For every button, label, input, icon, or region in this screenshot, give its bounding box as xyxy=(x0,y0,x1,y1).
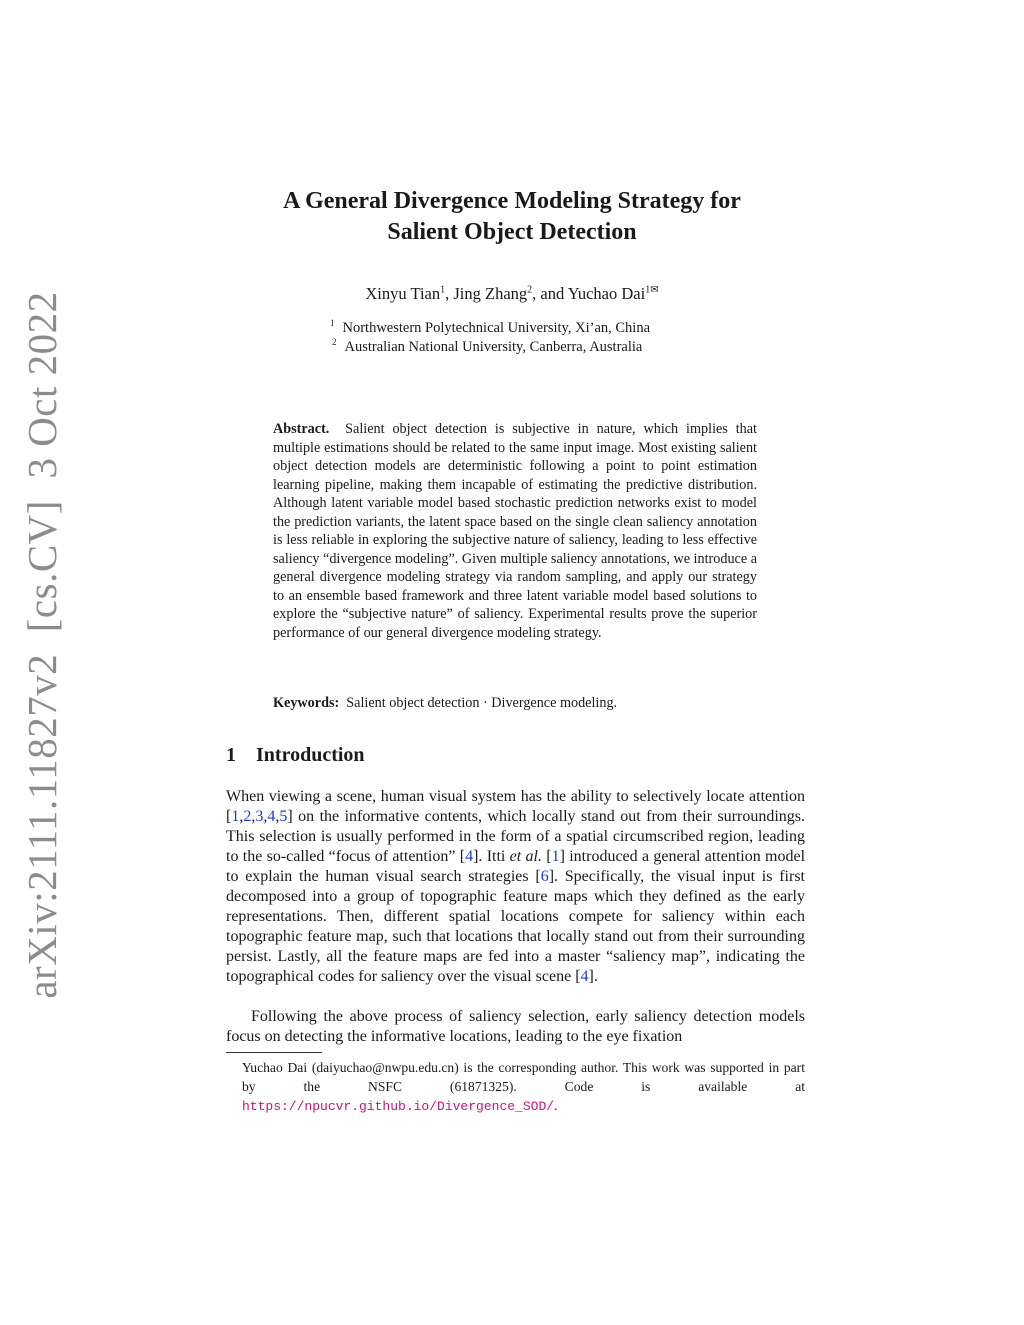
citation-link[interactable]: 4 xyxy=(465,848,474,865)
footnote-rule xyxy=(226,1052,322,1053)
paper-title-line-2: Salient Object Detection xyxy=(387,219,637,245)
section-title: Introduction xyxy=(256,744,365,766)
citation-link[interactable]: 4 xyxy=(580,968,589,985)
keywords xyxy=(273,695,757,712)
affiliation-number: 1 xyxy=(330,318,335,328)
section-number: 1 xyxy=(226,744,236,766)
body-text: ] introduced a general attention model to explain the human visual search strategies [ xyxy=(226,848,806,885)
citation-link[interactable]: 4 xyxy=(267,808,276,825)
affiliation-text: Australian National University, Canberra, Australia xyxy=(344,338,643,355)
author-name: Xinyu Tian xyxy=(365,284,441,303)
footnote-end: . xyxy=(554,1098,558,1113)
intro-paragraph-1: When viewing a scene, human visual system has the ability to selectively locate attention [1,2,3,4,5] on the informative contents, which locally stand out from their surroundings. This selection is usually performed in the form of a spatial circumscribed region, leading to the so-called “focus of attention” [4]. Itti et al. [1] introduced a general attention model to explain the human visual search strategies [6]. Specifically, the visual input is first decomposed into a group of topographic feature maps which they defined as the early representations. Then, different spatial locations compete for saliency within each topographic feature map, such that locations that locally stand out from their surrounding persist. Lastly, all the feature maps are fed into a master “saliency map”, indicating the topographical codes for saliency over the visual scene [4]. xyxy=(226,788,806,985)
author-affiliation-mark: 1 xyxy=(440,284,446,296)
citation-link[interactable]: 1 xyxy=(231,808,240,825)
citation-link[interactable]: 1 xyxy=(551,848,560,865)
affiliation-number: 2 xyxy=(332,337,337,347)
body-text: [ xyxy=(541,848,552,865)
author-name: Yuchao Dai xyxy=(567,284,646,303)
affiliation-text: Northwestern Polytechnical University, Xi’an, China xyxy=(342,319,651,336)
footnote-text: Yuchao Dai (daiyuchao@nwpu.edu.cn) is the corresponding author. This work was supported in part by the NSFC (61871325). Code is available at xyxy=(242,1060,805,1094)
arxiv-identifier-stamp xyxy=(18,291,66,998)
affiliation-2 xyxy=(332,337,642,356)
body-text: ]. Itti xyxy=(473,848,510,865)
citation-link[interactable]: 3 xyxy=(255,808,264,825)
abstract-text: Salient object detection is subjective in nature, which implies that multiple estimations should be related to the same input image. Most existing salient object detection models are deterministic following a point to point estimation learning pipeline, making them incapable of estimating the predictive distribution. Although latent variable model based stochastic prediction networks exist to model the prediction variants, the latent space based on the single clean saliency annotation is less reliable in exploring the subjective nature of saliency, leading to less effective saliency “divergence modeling”. Given multiple saliency annotations, we introduce a general divergence modeling strategy via random sampling, and apply our strategy to an ensemble based framework and three latent variable model based solutions to explore the “subjective nature” of saliency. Experimental results prove the superior performance of our general divergence modeling strategy. xyxy=(273,421,757,641)
author-name: Jing Zhang xyxy=(453,284,528,303)
arxiv-stamp-text: arXiv:2111.11827v2 [cs.CV] 3 Oct 2022 xyxy=(19,291,65,999)
footnote xyxy=(242,1058,805,1116)
code-url-link[interactable]: https://npucvr.github.io/Divergence_SOD/ xyxy=(242,1099,555,1114)
body-italic-text: et al. xyxy=(509,848,542,865)
section-heading xyxy=(226,744,365,767)
body-text: ]. xyxy=(588,968,598,985)
citation-link[interactable]: 2 xyxy=(243,808,252,825)
keywords-text: Salient object detection · Divergence modeling. xyxy=(346,695,618,711)
abstract-label: Abstract. xyxy=(273,421,330,437)
body-text: ]. Specifically, the visual input is first decomposed into a group of topographic feature maps which they defined as the early representations. Then, different spatial locations compete for saliency within each topographic feature map, such that locations that locally stand out from their surrounding persist. Lastly, all the feature maps are fed into a master “saliency map”, indicating the topographical codes for saliency over the visual scene [ xyxy=(226,868,805,985)
body-text: ] on the informative contents, which locally stand out from their surroundings. This selection is usually performed in the form of a spatial circumscribed region, leading to the so-called “focus of attention” [ xyxy=(226,808,805,865)
author-affiliation-mark: 2 xyxy=(527,284,533,296)
author-list: Xinyu Tian$^1$, Jing Zhang$^2$, and Yuchao Dai$^{1✉}$ xyxy=(365,284,659,303)
abstract xyxy=(273,420,757,642)
citation-link[interactable]: 6 xyxy=(540,868,549,885)
author-separator: , and xyxy=(532,284,568,303)
author-affiliation-mark: 1✉ xyxy=(645,284,659,296)
paper-title-line-1: A General Divergence Modeling Strategy for xyxy=(283,188,741,214)
citation-link[interactable]: 5 xyxy=(279,808,288,825)
keywords-label: Keywords: xyxy=(273,695,340,711)
intro-paragraph-2: Following the above process of saliency selection, early saliency detection models focus on detecting the informative locations, leading to the eye fixation xyxy=(226,1008,805,1045)
affiliation-1 xyxy=(330,318,650,337)
body-text: When viewing a scene, human visual system has the ability to selectively locate attention [ xyxy=(226,788,805,825)
